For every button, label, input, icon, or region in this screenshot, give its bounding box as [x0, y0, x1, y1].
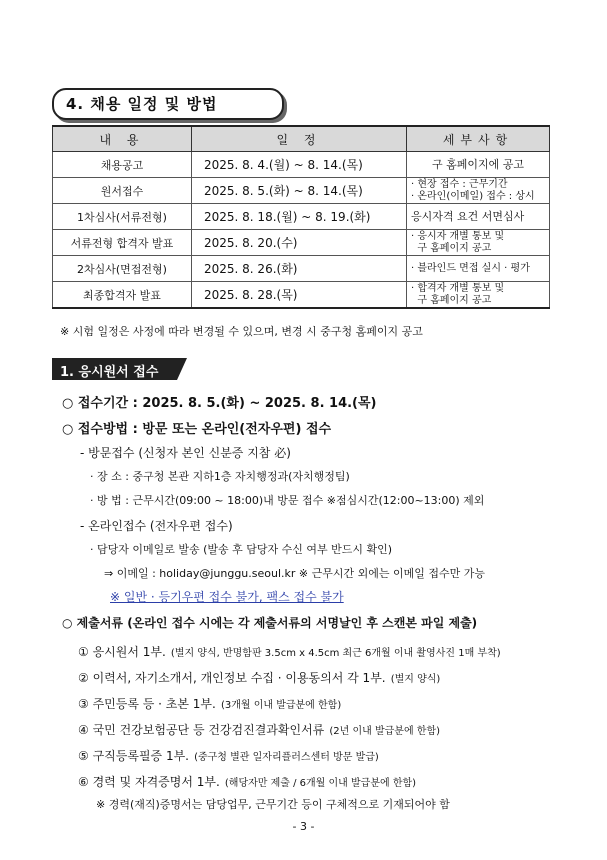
doc-item [78, 667, 440, 686]
row-item: 2차심사(면접전형) [53, 256, 192, 282]
table-row [53, 256, 550, 282]
row-detail: · 응시자 개별 통보 및 구 홈페이지 공고 [407, 230, 550, 256]
visit-time: · 방 법 : 근무시간(09:00 ~ 18:00)내 방문 접수 ※점심시간(12:00~13:00) 제외 [90, 494, 485, 507]
section-title-box [52, 88, 284, 120]
docs-title: ○ 제출서류 (온라인 접수 시에는 각 제출서류의 서명날인 후 스캔본 파일 제출) [62, 616, 478, 630]
apply-title: 1. 응시원서 접수 [60, 365, 159, 380]
warning-line: ※ 일반 · 등기우편 접수 불가, 팩스 접수 불가 [110, 590, 344, 604]
doc-item-main: ③ 주민등록 등 · 초본 1부. [78, 697, 216, 711]
header-schedule: 일 정 [192, 126, 407, 152]
doc-item-main: ⑥ 경력 및 자격증명서 1부. [78, 775, 220, 789]
doc-item [78, 771, 416, 790]
row-item: 채용공고 [53, 152, 192, 178]
row-detail: 구 홈페이지에 공고 [407, 152, 550, 178]
doc-item-main: ④ 국민 건강보험공단 등 건강검진결과확인서류 [78, 723, 325, 737]
doc-item-note: (3개월 이내 발급분에 한함) [220, 700, 342, 711]
doc-item-note: (2년 이내 발급분에 한함) [329, 726, 441, 737]
header-content: 내 용 [53, 126, 192, 152]
online-send: · 담당자 이메일로 발송 (발송 후 담당자 수신 여부 반드시 확인) [90, 543, 393, 556]
doc-item-main: ⑤ 구직등록필증 1부. [78, 749, 189, 763]
apply-period: ○ 접수기간 : 2025. 8. 5.(화) ~ 2025. 8. 14.(목) [62, 396, 377, 411]
doc-item-note: (해당자만 제출 / 6개월 이내 발급분에 한함) [224, 778, 417, 789]
row-detail: · 현장 접수 : 근무기간 · 온라인(이메일) 접수 : 상시 [407, 178, 550, 204]
row-date: 2025. 8. 20.(수) [192, 230, 407, 256]
table-row [53, 204, 550, 230]
row-detail: 응시자격 요건 서면심사 [407, 204, 550, 230]
table-row [53, 230, 550, 256]
header-detail: 세부사항 [407, 126, 550, 152]
doc-item-note: (중구청 별관 일자리플러스센터 방문 발급) [194, 752, 379, 763]
row-detail: · 합격자 개별 통보 및 구 홈페이지 공고 [407, 282, 550, 309]
table-header-row [53, 126, 550, 152]
row-item: 1차심사(서류전형) [53, 204, 192, 230]
doc-item-main: ① 응시원서 1부. [78, 645, 166, 659]
apply-method: ○ 접수방법 : 방문 또는 온라인(전자우편) 접수 [62, 422, 332, 437]
schedule-note: ※ 시험 일정은 사정에 따라 변경될 수 있으며, 변경 시 중구청 홈페이지 공고 [60, 325, 423, 338]
table-row [53, 178, 550, 204]
doc-item [78, 641, 501, 660]
row-item: 최종합격자 발표 [53, 282, 192, 309]
table-row [53, 282, 550, 309]
doc-item [78, 693, 341, 712]
email-line: ⇒ 이메일 : holiday@junggu.seoul.kr ※ 근무시간 외에는 이메일 접수만 가능 [104, 567, 486, 580]
row-item: 서류전형 합격자 발표 [53, 230, 192, 256]
row-detail: · 블라인드 면접 실시 · 평가 [407, 256, 550, 282]
row-date: 2025. 8. 4.(월) ~ 8. 14.(목) [192, 152, 407, 178]
visit-heading: - 방문접수 (신청자 본인 신분증 지참 必) [80, 446, 291, 460]
table-row [53, 152, 550, 178]
section-title: 4. 채용 일정 및 방법 [66, 95, 218, 113]
apply-title-box [52, 358, 177, 380]
visit-place: · 장 소 : 중구청 본관 지하1층 자치행정과(자치행정팀) [90, 470, 350, 483]
doc-item [78, 719, 440, 738]
row-date: 2025. 8. 18.(월) ~ 8. 19.(화) [192, 204, 407, 230]
doc-item [78, 745, 379, 764]
doc-item-main: ② 이력서, 자기소개서, 개인정보 수집 · 이용동의서 각 1부. [78, 671, 386, 685]
online-heading: - 온라인접수 (전자우편 접수) [80, 519, 233, 533]
row-date: 2025. 8. 26.(화) [192, 256, 407, 282]
docs-footnote: ※ 경력(재직)증명서는 담당업무, 근무기간 등이 구체적으로 기재되어야 함 [96, 798, 450, 811]
doc-item-note: (별지 양식, 반명함판 3.5cm x 4.5cm 최근 6개월 이내 촬영사진 1매 부착) [170, 648, 501, 659]
page-number: - 3 - [292, 820, 315, 833]
row-date: 2025. 8. 5.(화) ~ 8. 14.(목) [192, 178, 407, 204]
row-item: 원서접수 [53, 178, 192, 204]
row-date: 2025. 8. 28.(목) [192, 282, 407, 309]
schedule-table [52, 125, 550, 309]
doc-item-note: (별지 양식) [390, 674, 441, 685]
